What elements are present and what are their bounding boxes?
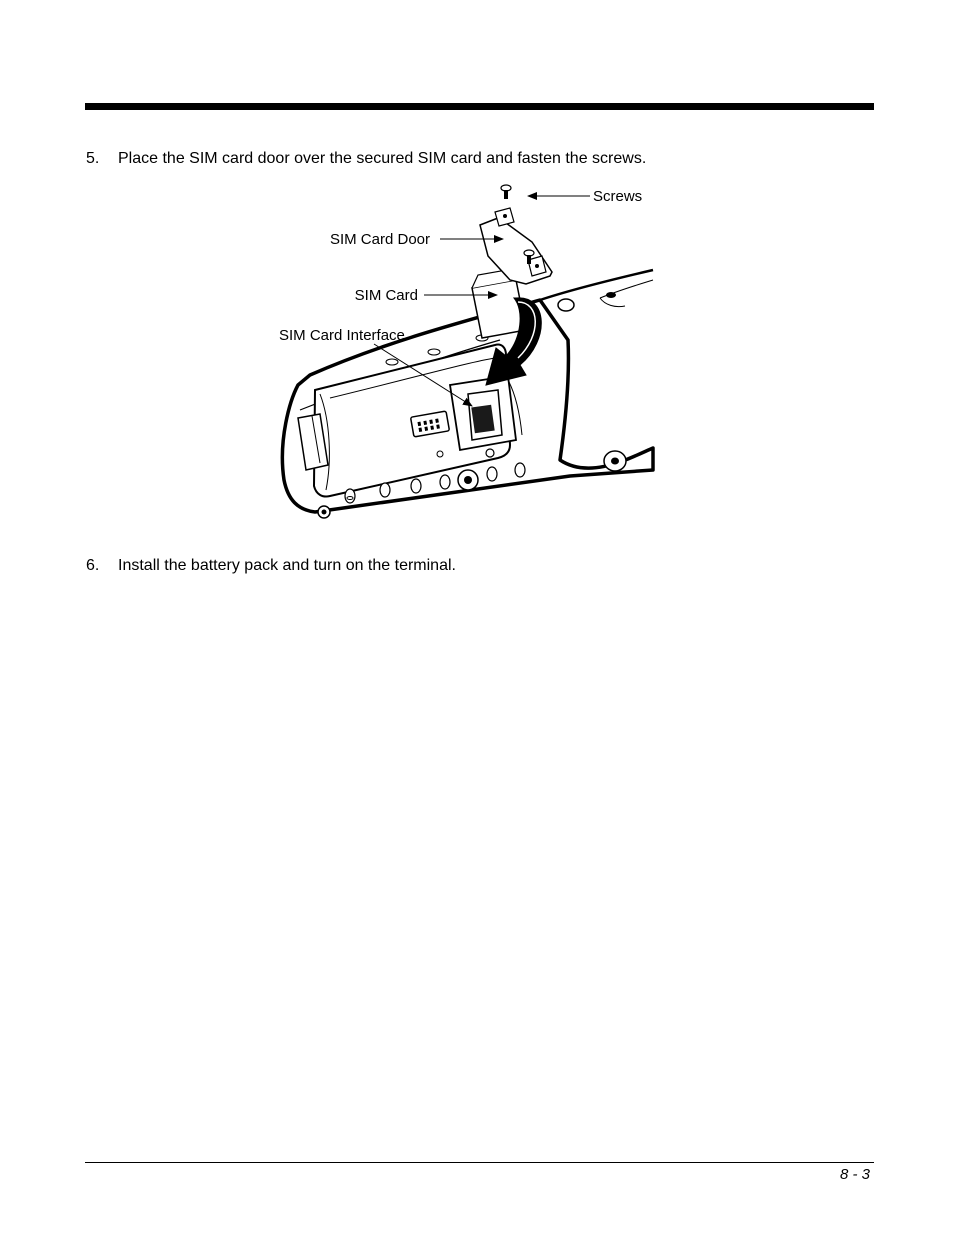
page-number: 8 - 3 xyxy=(839,1166,870,1183)
step-text: Place the SIM card door over the secured SIM card and fasten the screws. xyxy=(118,150,647,167)
sim-card xyxy=(472,280,526,338)
step-5 xyxy=(86,149,646,169)
callout-screws: Screws xyxy=(593,188,643,205)
step-number: 5. xyxy=(86,150,100,167)
sim-card-illustration xyxy=(270,180,660,540)
step-text: Install the battery pack and turn on the terminal. xyxy=(118,557,456,574)
callout-sim-card: SIM Card xyxy=(354,287,418,304)
callout-sim-card-door: SIM Card Door xyxy=(329,231,430,248)
step-number: 6. xyxy=(86,557,100,574)
callout-sim-card-interface: SIM Card Interface xyxy=(279,327,405,344)
footer-rule xyxy=(85,1162,874,1163)
sim-card-install-figure xyxy=(270,180,660,540)
header-rule xyxy=(85,103,874,110)
step-6 xyxy=(86,556,456,576)
